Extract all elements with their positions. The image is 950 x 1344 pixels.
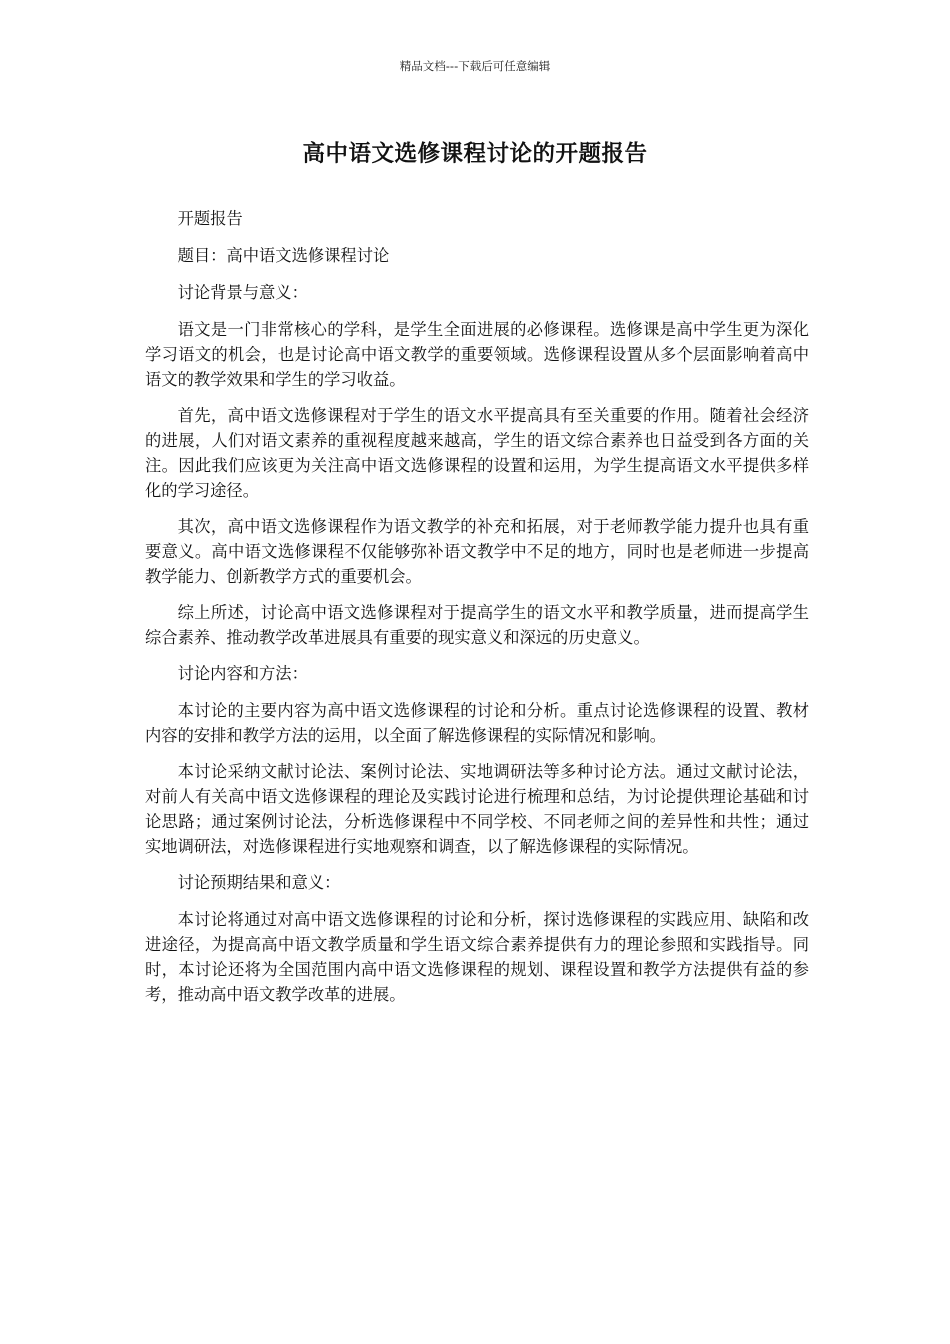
document-body [145, 206, 809, 1018]
section-label-report: 开题报告 [177, 209, 243, 228]
header-note: 精品文档---下载后可任意编辑 [399, 59, 551, 73]
paragraph-method: 本讨论采纳文献讨论法、案例讨论法、实地调研法等多种讨论方法。通过文献讨论法，对前人有关高中语文选修课程的理论及实践讨论进行梳理和总结，为讨论提供理论基础和讨论思路；通过案例讨论法，分析选修课程中不同学校、不同老师之间的差异性和共性；通过实地调研法，对选修课程进行实地观察和调查，以了解选修课程的实际情况。 [145, 762, 809, 856]
paragraph-summary: 综上所述，讨论高中语文选修课程对于提高学生的语文水平和教学质量，进而提高学生综合素养、推动教学改革进展具有重要的现实意义和深远的历史意义。 [145, 603, 809, 647]
document-title: 高中语文选修课程讨论的开题报告 [302, 141, 648, 167]
section-heading-expected-results: 讨论预期结果和意义： [177, 873, 341, 892]
paragraph-background-intro: 语文是一门非常核心的学科，是学生全面进展的必修课程。选修课是高中学生更为深化学习语文的机会，也是讨论高中语文教学的重要领域。选修课程设置从多个层面影响着高中语文的教学效果和学生的学习收益。 [145, 320, 809, 389]
paragraph-expected-results: 本讨论将通过对高中语文选修课程的讨论和分析，探讨选修课程的实践应用、缺陷和改进途径，为提高高中语文教学质量和学生语文综合素养提供有力的理论参照和实践指导。同时，本讨论还将为全国范围内高中语文选修课程的规划、课程设置和教学方法提供有益的参考，推动高中语文教学改革的进展。 [145, 910, 809, 1004]
topic-line: 题目：高中语文选修课程讨论 [177, 246, 390, 265]
section-heading-content-method: 讨论内容和方法： [177, 664, 308, 683]
paragraph-first-point: 首先，高中语文选修课程对于学生的语文水平提高具有至关重要的作用。随着社会经济的进展，人们对语文素养的重视程度越来越高，学生的语文综合素养也日益受到各方面的关注。因此我们应该更为关注高中语文选修课程的设置和运用，为学生提高语文水平提供多样化的学习途径。 [145, 406, 809, 500]
section-heading-background: 讨论背景与意义： [177, 283, 308, 302]
paragraph-content: 本讨论的主要内容为高中语文选修课程的讨论和分析。重点讨论选修课程的设置、教材内容的安排和教学方法的运用，以全面了解选修课程的实际情况和影响。 [145, 701, 809, 745]
paragraph-second-point: 其次，高中语文选修课程作为语文教学的补充和拓展，对于老师教学能力提升也具有重要意义。高中语文选修课程不仅能够弥补语文教学中不足的地方，同时也是老师进一步提高教学能力、创新教学方式的重要机会。 [145, 517, 809, 586]
